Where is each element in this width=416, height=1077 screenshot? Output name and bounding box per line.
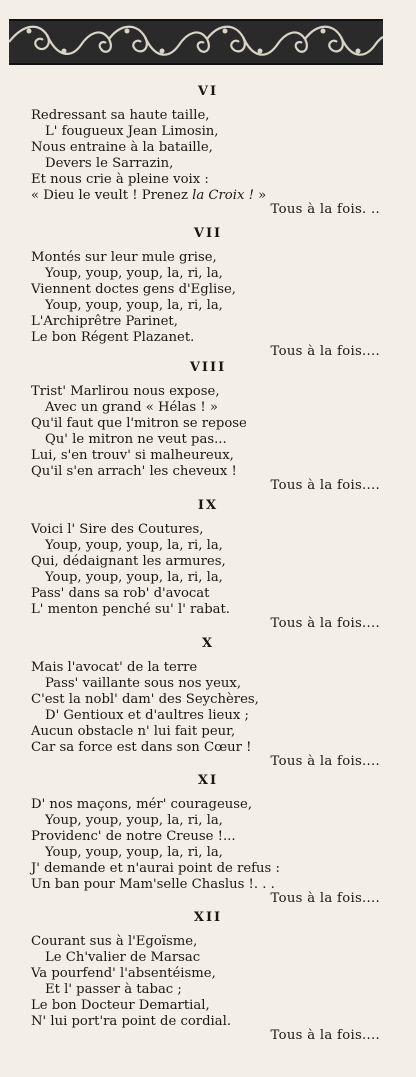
verse-line: J' demande et n'aurai point de refus : (31, 861, 280, 876)
verse-line: Mais l'avocat' de la terre (31, 660, 198, 675)
verse-line: Courant sus à l'Egoïsme, (31, 934, 198, 949)
stanza-numeral: XI (197, 773, 219, 788)
verse-line: Et nous crie à pleine voix : (31, 172, 209, 187)
verse-line: Viennent doctes gens d'Eglise, (31, 282, 236, 297)
verse-line: Youp, youp, youp, la, ri, la, (45, 813, 223, 828)
verse-line: Va pourfend' l'absentéisme, (31, 966, 216, 981)
stanza-numeral: VII (193, 226, 223, 241)
stanza-numeral: VIII (189, 360, 227, 375)
verse-line: L'Archiprêtre Parinet, (31, 314, 178, 329)
verse-line: N' lui port'ra point de cordial. (31, 1014, 232, 1029)
verse-line: Et l' passer à tabac ; (45, 982, 182, 997)
verse-line: C'est la nobl' dam' des Seychères, (31, 692, 259, 707)
verse-line-tail: » (253, 188, 267, 203)
stanza-numeral: XII (193, 910, 223, 925)
verse-line: Le Ch'valier de Marsac (45, 950, 201, 965)
verse-line-italic: la Croix ! (192, 188, 254, 203)
refrain-line: Tous à la fois.... (270, 754, 380, 769)
verse-line: Trist' Marlirou nous expose, (31, 384, 220, 399)
verse-line: Redressant sa haute taille, (31, 108, 210, 123)
verse-line (31, 188, 266, 203)
verse-line: Avec un grand « Hélas ! » (45, 400, 218, 415)
verse-line: Devers le Sarrazin, (45, 156, 174, 171)
stanza-numeral: IX (197, 498, 219, 513)
verse-line: Lui, s'en trouv' si malheureux, (31, 448, 234, 463)
stanza-numeral: VI (197, 84, 219, 99)
verse-line: Providenc' de notre Creuse !... (31, 829, 236, 844)
verse-line: Pass' dans sa rob' d'avocat (31, 586, 210, 601)
verse-line: Aucun obstacle n' lui fait peur, (31, 724, 236, 739)
stanza-numeral: X (201, 636, 215, 651)
verse-line: L' fougueux Jean Limosin, (45, 124, 219, 139)
verse-line: Youp, youp, youp, la, ri, la, (45, 298, 223, 313)
verse-line: Car sa force est dans son Cœur ! (31, 740, 252, 755)
verse-line: Pass' vaillante sous nos yeux, (45, 676, 242, 691)
refrain-line: Tous à la fois. .. (270, 202, 380, 217)
verse-line: L' menton penché su' l' rabat. (31, 602, 230, 617)
scroll-ornament-icon (9, 21, 383, 63)
verse-line-text: « Dieu le veult ! Prenez (31, 188, 193, 203)
verse-line: Qui, dédaignant les armures, (31, 554, 226, 569)
refrain-line: Tous à la fois.... (270, 616, 380, 631)
refrain-line: Tous à la fois.... (270, 344, 380, 359)
verse-line: Qu' le mitron ne veut pas... (45, 432, 227, 447)
verse-line: Youp, youp, youp, la, ri, la, (45, 845, 223, 860)
refrain-line: Tous à la fois.... (270, 1028, 380, 1043)
verse-line: Youp, youp, youp, la, ri, la, (45, 570, 223, 585)
verse-line: Montés sur leur mule grise, (31, 250, 217, 265)
verse-line: Nous entraine à la bataille, (31, 140, 213, 155)
verse-line: Voici l' Sire des Coutures, (31, 522, 204, 537)
verse-line: Qu'il s'en arrach' les cheveux ! (31, 464, 237, 479)
verse-line: Qu'il faut que l'mitron se repose (31, 416, 247, 431)
ornamental-header-banner (9, 19, 383, 65)
verse-line: Youp, youp, youp, la, ri, la, (45, 538, 223, 553)
refrain-line: Tous à la fois.... (270, 478, 380, 493)
verse-line: D' Gentioux et d'aultres lieux ; (45, 708, 249, 723)
verse-line: Un ban pour Mam'selle Chaslus !. . . (31, 877, 275, 892)
verse-line: D' nos maçons, mér' courageuse, (31, 797, 253, 812)
refrain-line: Tous à la fois.... (270, 891, 380, 906)
verse-line: Le bon Docteur Demartial, (31, 998, 210, 1013)
verse-line: Youp, youp, youp, la, ri, la, (45, 266, 223, 281)
verse-line: Le bon Régent Plazanet. (31, 330, 195, 345)
